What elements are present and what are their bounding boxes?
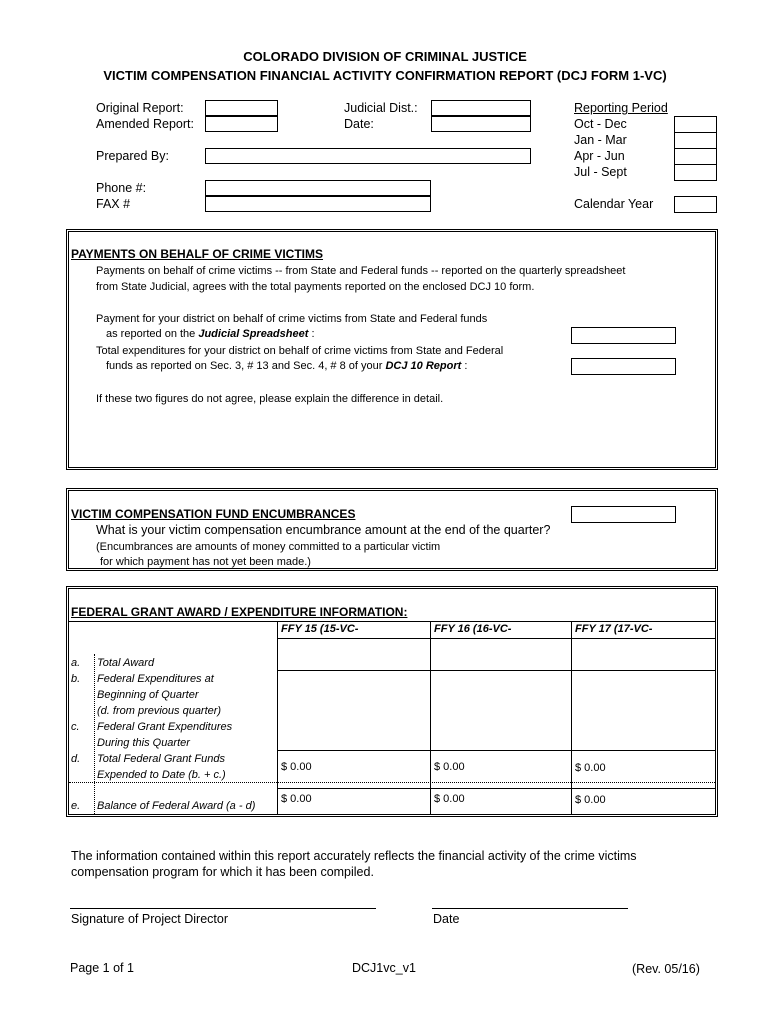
row-label-previous-quarter: (d. from previous quarter)	[97, 705, 222, 717]
federal-table-rule	[69, 782, 715, 783]
prepared-by-label: Prepared By:	[96, 149, 169, 163]
federal-table-divider	[430, 621, 431, 814]
original-report-label: Original Report:	[96, 101, 184, 115]
signature-line[interactable]	[70, 908, 376, 909]
federal-grant-heading: FEDERAL GRANT AWARD / EXPENDITURE INFORMATION:	[71, 605, 408, 619]
period-jul-sept: Jul - Sept	[574, 165, 627, 179]
original-report-field[interactable]	[205, 100, 278, 116]
judicial-dist-label: Judicial Dist.:	[344, 101, 418, 115]
judicial-dist-field[interactable]	[431, 100, 531, 116]
date-line[interactable]	[432, 908, 628, 909]
phone-field[interactable]	[205, 180, 431, 196]
encumbrance-question: What is your victim compensation encumbrance amount at the end of the quarter?	[96, 523, 551, 537]
federal-table-divider	[277, 621, 278, 814]
dcj10-report-amount-field[interactable]	[571, 358, 676, 375]
row-letter-e: e.	[71, 800, 81, 812]
ffy17-balance[interactable]: $ 0.00	[575, 794, 606, 806]
column-header-ffy16: FFY 16 (16-VC-	[434, 623, 512, 635]
signature-date-label: Date	[433, 912, 460, 926]
calendar-year-field[interactable]	[674, 196, 717, 213]
reporting-period-label: Reporting Period	[574, 101, 668, 115]
form-id: DCJ1vc_v1	[352, 961, 416, 975]
column-header-ffy17: FFY 17 (17-VC-	[575, 623, 653, 635]
encumbrance-note-line1: (Encumbrances are amounts of money committed to a particular victim	[96, 541, 441, 553]
period-oct-dec-box[interactable]	[674, 116, 717, 133]
federal-table-rule	[277, 670, 715, 671]
row-label-balance: Balance of Federal Award (a - d)	[97, 800, 256, 812]
form-title-agency: COLORADO DIVISION OF CRIMINAL JUSTICE	[243, 49, 527, 64]
signature-label: Signature of Project Director	[71, 912, 229, 926]
encumbrance-note-line2: for which payment has not yet been made.)	[100, 556, 311, 568]
period-jul-sept-box[interactable]	[674, 164, 717, 181]
ffy17-expended-to-date[interactable]: $ 0.00	[575, 762, 606, 774]
certification-line2: compensation program for which it has been compiled.	[71, 865, 374, 879]
payments-intro-line2: from State Judicial, agrees with the total payments reported on the enclosed DCJ 10 form.	[96, 281, 535, 293]
date-field[interactable]	[431, 116, 531, 132]
row-label-total-award: Total Award	[97, 657, 155, 669]
federal-table-rule	[69, 621, 715, 622]
row-letter-d: d.	[71, 753, 81, 765]
fax-label: FAX #	[96, 197, 131, 211]
row-label-beginning-quarter: Beginning of Quarter	[97, 689, 199, 701]
encumbrances-heading: VICTIM COMPENSATION FUND ENCUMBRANCES	[71, 507, 356, 521]
federal-table-rule	[277, 638, 715, 639]
period-jan-mar: Jan - Mar	[574, 133, 627, 147]
row-letter-a: a.	[71, 657, 81, 669]
revision-label: (Rev. 05/16)	[632, 962, 700, 976]
row-letter-b: b.	[71, 673, 81, 685]
ffy16-balance[interactable]: $ 0.00	[434, 793, 465, 805]
period-apr-jun: Apr - Jun	[574, 149, 625, 163]
calendar-year-label: Calendar Year	[574, 197, 654, 211]
explanation-area[interactable]	[96, 410, 696, 462]
ffy15-expended-to-date[interactable]: $ 0.00	[281, 761, 312, 773]
explain-difference-text: If these two figures do not agree, please explain the difference in detail.	[96, 393, 444, 405]
date-label: Date:	[344, 117, 374, 131]
ffy16-expended-to-date[interactable]: $ 0.00	[434, 761, 465, 773]
amended-report-field[interactable]	[205, 116, 278, 132]
judicial-spreadsheet-amount-field[interactable]	[571, 327, 676, 344]
period-jan-mar-box[interactable]	[674, 132, 717, 149]
period-oct-dec: Oct - Dec	[574, 117, 627, 131]
form-title-report: VICTIM COMPENSATION FINANCIAL ACTIVITY CONFIRMATION REPORT (DCJ FORM 1-VC)	[103, 68, 667, 83]
dcj10-total-line1: Total expenditures for your district on behalf of crime victims from State and Federal	[96, 345, 504, 357]
phone-label: Phone #:	[96, 181, 147, 195]
federal-table-rule	[277, 750, 715, 751]
encumbrance-amount-field[interactable]	[571, 506, 676, 523]
column-header-ffy15: FFY 15 (15-VC-	[281, 623, 359, 635]
payments-intro-line1: Payments on behalf of crime victims -- from State and Federal funds -- reported on the quarterly spreadsheet	[96, 265, 626, 277]
row-label-during-quarter: During this Quarter	[97, 737, 190, 749]
row-label-expended-to-date: Expended to Date (b. + c.)	[97, 769, 226, 781]
page-number: Page 1 of 1	[70, 961, 134, 975]
dcj10-total-line2: funds as reported on Sec. 3, # 13 and Sec. 4, # 8 of your DCJ 10 Report :	[106, 360, 468, 372]
fax-field[interactable]	[205, 196, 431, 212]
amended-report-label: Amended Report:	[96, 117, 194, 131]
row-label-grant-expenditures: Federal Grant Expenditures	[97, 721, 233, 733]
prepared-by-field[interactable]	[205, 148, 531, 164]
row-label-total-grant-funds: Total Federal Grant Funds	[97, 753, 225, 765]
payments-heading: PAYMENTS ON BEHALF OF CRIME VICTIMS	[71, 247, 324, 261]
federal-table-divider	[94, 654, 95, 814]
federal-table-rule	[277, 788, 715, 789]
judicial-payment-line1: Payment for your district on behalf of crime victims from State and Federal funds	[96, 313, 488, 325]
federal-table-divider	[571, 621, 572, 814]
row-letter-c: c.	[71, 721, 80, 733]
row-label-fed-expenditures: Federal Expenditures at	[97, 673, 214, 685]
period-apr-jun-box[interactable]	[674, 148, 717, 165]
ffy15-balance[interactable]: $ 0.00	[281, 793, 312, 805]
judicial-payment-line2: as reported on the Judicial Spreadsheet :	[106, 328, 315, 340]
certification-line1: The information contained within this report accurately reflects the financial activity of the crime victims	[71, 849, 637, 863]
